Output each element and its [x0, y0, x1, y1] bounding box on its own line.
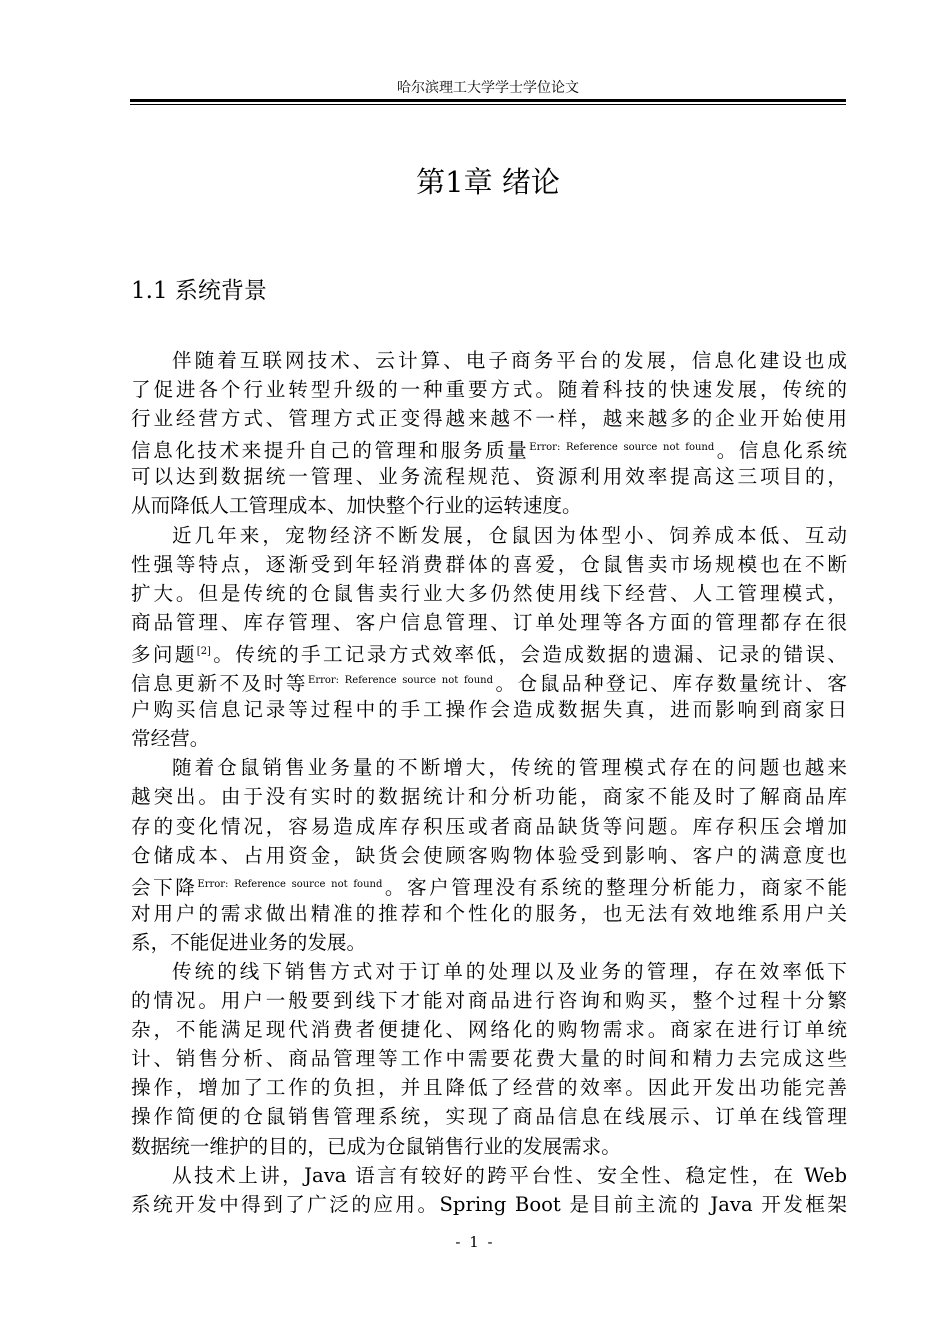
- header-rule-thick: [130, 99, 846, 102]
- text-run: 。信息化系统: [714, 439, 848, 463]
- text-run: 性强等特点，逐渐受到年轻消费群体的喜爱，仓鼠售卖市场规模也在不断: [131, 552, 847, 576]
- body-text: [131, 346, 847, 1219]
- text-run: 传统的线下销售方式对于订单的处理以及业务的管理，存在效率低下: [172, 959, 847, 983]
- text-run: 操作，增加了工作的负担，并且降低了经营的效率。因此开发出功能完善: [131, 1076, 847, 1100]
- text-line: [131, 695, 847, 724]
- text-run: 伴随着互联网技术、云计算、电子商务平台的发展，信息化建设也成: [172, 349, 847, 372]
- text-run: 操作简便的仓鼠销售管理系统，实现了商品信息在线展示、订单在线管理: [131, 1105, 847, 1129]
- section-title: 1.1 系统背景: [131, 278, 267, 304]
- text-run: 信息更新不及时等: [131, 672, 309, 696]
- text-line: [131, 986, 847, 1015]
- paragraph: [131, 521, 847, 754]
- text-run: 常经营。: [131, 727, 210, 751]
- paragraph: [131, 753, 847, 957]
- text-run: 数据统一维护的目的，已成为仓鼠销售行业的发展需求。: [131, 1134, 621, 1158]
- text-line: [131, 462, 847, 491]
- text-line: [131, 1102, 847, 1131]
- page-number: - 1 -: [455, 1233, 495, 1251]
- text-run: 了促进各个行业转型升级的一种重要方式。随着科技的快速发展，传统的: [131, 378, 847, 402]
- text-line: [131, 782, 847, 811]
- paragraph: [131, 1161, 847, 1219]
- text-run: 随着仓鼠销售业务量的不断增大，传统的管理模式存在的问题也越来: [172, 756, 847, 780]
- text-line: [131, 753, 847, 782]
- text-line: [131, 870, 847, 899]
- text-line: [131, 375, 847, 404]
- text-line: [131, 521, 847, 550]
- citation-note: Error: Reference source not found: [308, 675, 493, 687]
- text-run: 从而降低人工管理成本、加快整个行业的运转速度。: [131, 494, 582, 518]
- text-run: 扩大。但是传统的仓鼠售卖行业大多仍然使用线下经营、人工管理模式，: [131, 581, 847, 605]
- text-run: 。客户管理没有系统的整理分析能力，商家不能: [382, 875, 848, 899]
- text-run: 仓储成本、占用资金，缺货会使顾客购物体验受到影响、客户的满意度也: [131, 843, 847, 867]
- text-line: [131, 346, 847, 375]
- text-line: [131, 404, 847, 433]
- citation-note: [2]: [196, 645, 211, 657]
- text-run: 。传统的手工记录方式效率低，会造成数据的遗漏、记录的错误、: [210, 642, 847, 666]
- text-run: 杂，不能满足现代消费者便捷化、网络化的购物需求。商家在进行订单统: [131, 1018, 847, 1042]
- text-run: 近几年来，宠物经济不断发展，仓鼠因为体型小、饲养成本低、互动: [172, 523, 847, 547]
- text-line: [131, 928, 847, 957]
- text-line: [131, 812, 847, 841]
- text-run: 可以达到数据统一管理、业务流程规范、资源利用效率提高这三项目的，: [131, 465, 847, 489]
- text-run: 。仓鼠品种登记、库存数量统计、客: [493, 672, 848, 696]
- text-run: 的情况。用户一般要到线下才能对商品进行咨询和购买，整个过程十分繁: [131, 989, 847, 1013]
- text-run: 对用户的需求做出精准的推荐和个性化的服务，也无法有效地维系用户关: [131, 901, 847, 925]
- paragraph: [131, 346, 847, 521]
- citation-note: Error: Reference source not found: [197, 878, 383, 890]
- text-run: 会下降: [131, 875, 198, 899]
- text-run: 户购买信息记录等过程中的手工操作会造成数据失真，进而影响到商家日: [131, 698, 847, 722]
- text-line: [131, 1161, 847, 1190]
- text-line: [131, 666, 847, 695]
- text-line: [131, 724, 847, 753]
- text-run: 从技术上讲，Java 语言有较好的跨平台性、安全性、稳定性，在 Web: [172, 1163, 847, 1187]
- text-line: [131, 841, 847, 870]
- text-line: [131, 957, 847, 986]
- text-run: 行业经营方式、管理方式正变得越来越不一样，越来越多的企业开始使用: [131, 407, 847, 431]
- text-run: 越突出。由于没有实时的数据统计和分析功能，商家不能及时了解商品库: [131, 785, 847, 809]
- text-run: 信息化技术来提升自己的管理和服务质量: [131, 439, 530, 463]
- running-header: 哈尔滨理工大学学士学位论文: [397, 80, 579, 96]
- paragraph: [131, 957, 847, 1161]
- citation-note: Error: Reference source not found: [529, 442, 715, 454]
- text-run: 系统开发中得到了广泛的应用。Spring Boot 是目前主流的 Java 开发框架: [131, 1192, 847, 1216]
- text-line: [131, 491, 847, 520]
- text-line: [131, 579, 847, 608]
- text-run: 计、销售分析、商品管理等工作中需要花费大量的时间和精力去完成这些: [131, 1047, 847, 1071]
- text-run: 存的变化情况，容易造成库存积压或者商品缺货等问题。库存积压会增加: [131, 814, 847, 838]
- header-rule-thin: [130, 104, 846, 105]
- text-run: 多问题: [131, 642, 197, 666]
- text-run: 商品管理、库存管理、客户信息管理、订单处理等各方面的管理都存在很: [131, 610, 847, 634]
- text-line: [131, 899, 847, 928]
- text-line: [131, 608, 847, 637]
- text-line: [131, 637, 847, 666]
- text-line: [131, 550, 847, 579]
- text-line: [131, 1073, 847, 1102]
- text-line: [131, 1015, 847, 1044]
- text-line: [131, 1190, 847, 1219]
- chapter-title: 第1章 绪论: [416, 165, 560, 199]
- text-line: [131, 1044, 847, 1073]
- text-line: [131, 433, 847, 462]
- text-run: 系，不能促进业务的发展。: [131, 930, 367, 954]
- text-line: [131, 1132, 847, 1161]
